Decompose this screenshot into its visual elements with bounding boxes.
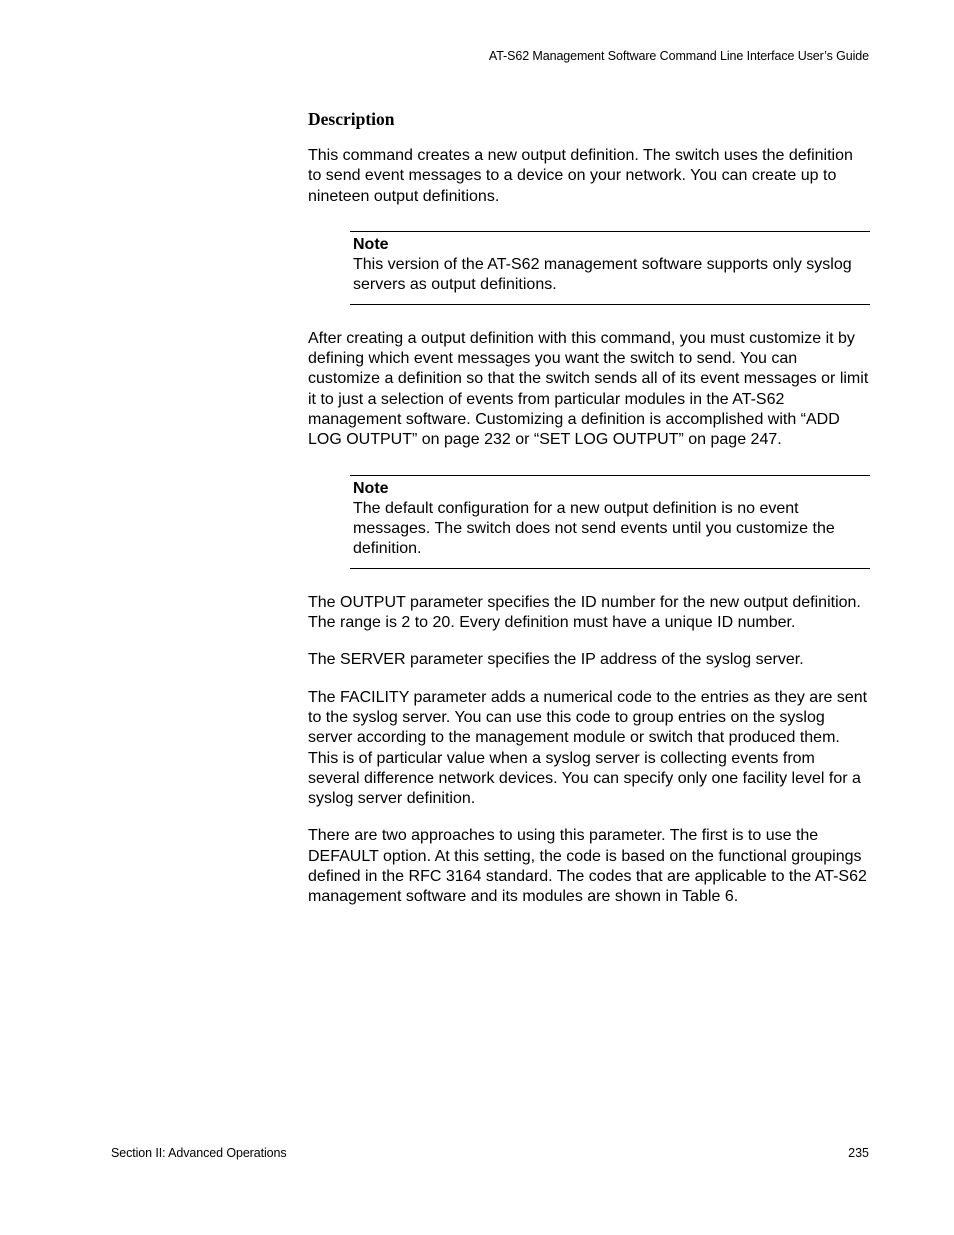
paragraph-customize: After creating a output definition with this command, you must customize it by defining which event messages you want the switch to send. You can customize a definition so that the switch sends all of its event messages or limit it to just a selection of events from particular modules in the AT-S62 management software. Customizing a definition is accomplished with “ADD LOG OUTPUT” on page 232 or “SET LOG OUTPUT” on page 247. (308, 329, 869, 449)
section-heading: Description (308, 109, 395, 129)
note-box-2 (350, 475, 870, 569)
running-header-title: AT-S62 Management Software Command Line Interface User’s Guide (488, 49, 869, 63)
note-label: Note (353, 479, 389, 497)
paragraph-server-parameter: The SERVER parameter specifies the IP address of the syslog server. (308, 651, 804, 669)
note-box-1 (350, 231, 870, 305)
main-content (308, 108, 870, 925)
paragraph-output-parameter: The OUTPUT parameter specifies the ID number for the new output definition. The range is 2 to 20. Every definition must have a unique ID number. (308, 593, 861, 632)
paragraph-approaches: There are two approaches to using this parameter. The first is to use the DEFAULT option. At this setting, the code is based on the functional groupings defined in the RFC 3164 standard. The codes that are applicable to the AT-S62 management software and its modules are shown in Table 6. (308, 827, 867, 906)
note-text: The default configuration for a new output definition is no event messages. The switch does not send events until you customize the definition. (353, 499, 835, 558)
note-label: Note (353, 235, 389, 253)
paragraph-facility-parameter: The FACILITY parameter adds a numerical code to the entries as they are sent to the syslog server. You can use this code to group entries on the syslog server according to the management module or switch that produced them. This is of particular value when a syslog server is collecting events from several difference network devices. You can specify only one facility level for a syslog server definition. (308, 688, 868, 808)
footer-page-number: 235 (848, 1146, 869, 1160)
note-text: This version of the AT-S62 management software supports only syslog servers as output definitions. (353, 256, 852, 294)
paragraph-intro: This command creates a new output definition. The switch uses the definition to send event messages to a device on your network. You can create up to nineteen output definitions. (308, 147, 853, 205)
footer-section-label: Section II: Advanced Operations (111, 1146, 287, 1160)
